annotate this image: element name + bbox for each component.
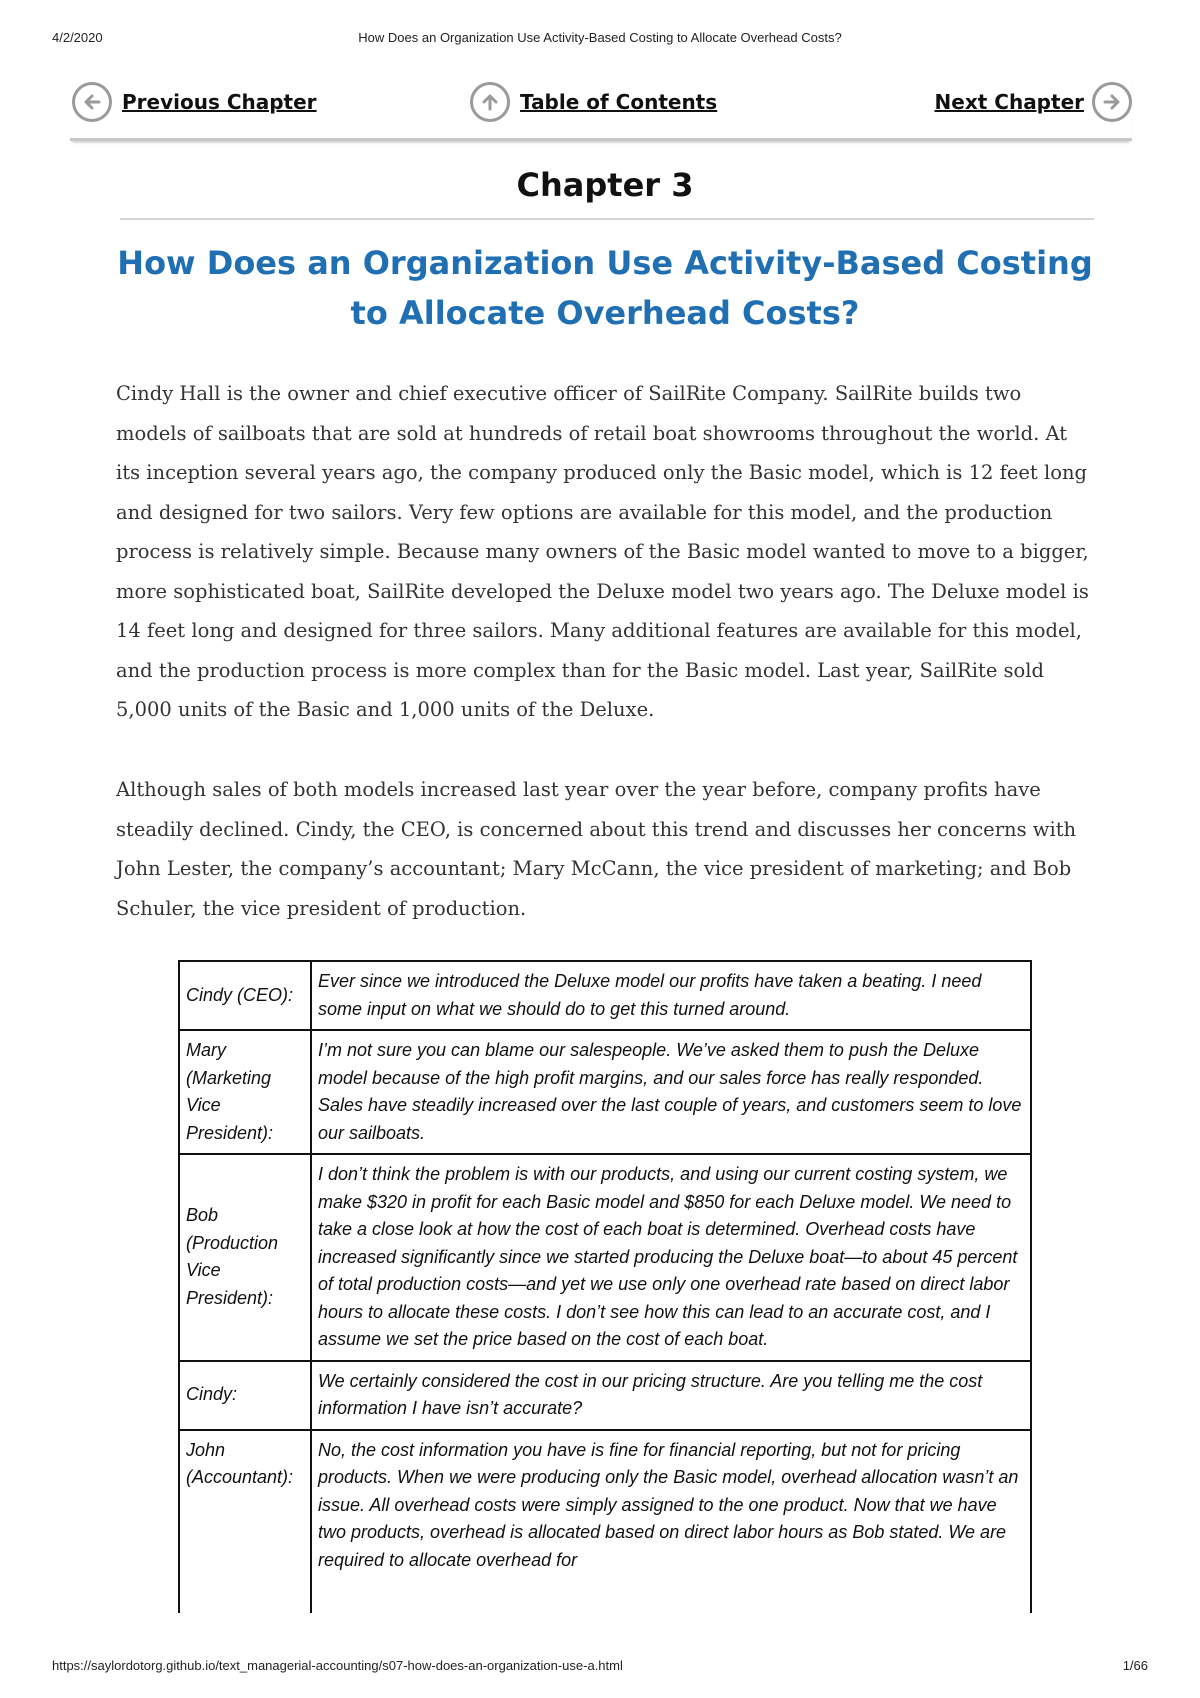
print-date: 4/2/2020 [52, 30, 103, 45]
dialogue-text-cell: We certainly considered the cost in our pricing structure. Are you telling me the cost information I have isn’t accurate? [311, 1361, 1031, 1430]
previous-chapter-link[interactable] [72, 82, 317, 122]
speaker-cell: Mary (Marketing Vice President): [179, 1030, 311, 1154]
table-row [179, 1361, 1031, 1430]
speaker-cell: Cindy: [179, 1361, 311, 1430]
arrow-left-icon[interactable] [72, 82, 112, 122]
table-row [179, 1430, 1031, 1613]
intro-paragraph: Cindy Hall is the owner and chief executive officer of SailRite Company. SailRite builds two models of sailboats that are sold at hundreds of retail boat showrooms throughout the world. At its inception several years ago, the company produced only the Basic model, which is 12 feet long and designed for two sailors. Very few options are available for this model, and the production process is relatively simple. Because many owners of the Basic model wanted to move to a bigger, more sophisticated boat, SailRite developed the Deluxe model two years ago. The Deluxe model is 14 feet long and designed for three sailors. Many additional features are available for this model, and the production process is more complex than for the Basic model. Last year, SailRite sold 5,000 units of the Basic and 1,000 units of the Deluxe. [116, 382, 1089, 721]
table-row [179, 1154, 1031, 1361]
context-paragraph: Although sales of both models increased last year over the year before, company profits have steadily declined. Cindy, the CEO, is concerned about this trend and discusses her concerns with John Lester, the company’s accountant; Mary McCann, the vice president of marketing; and Bob Schuler, the vice president of production. [116, 778, 1077, 920]
section-title: How Does an Organization Use Activity-Based Costing to Allocate Overhead Costs? [117, 244, 1093, 332]
speaker-cell: John (Accountant): [179, 1430, 311, 1613]
print-title: How Does an Organization Use Activity-Based Costing to Allocate Overhead Costs? [358, 30, 842, 45]
next-chapter-link[interactable] [935, 82, 1132, 122]
dialogue-table [178, 960, 1032, 1613]
dialogue-text-cell: No, the cost information you have is fine for financial reporting, but not for pricing products. When we were producing only the Basic model, overhead allocation wasn’t an issue. All overhead costs were simply assigned to the one product. Now that we have two products, overhead is allocated based on direct labor hours as Bob stated. We are required to allocate overhead for [311, 1430, 1031, 1613]
previous-chapter-label[interactable]: Previous Chapter [122, 90, 317, 114]
next-chapter-label[interactable]: Next Chapter [934, 90, 1084, 114]
dialogue-text-cell: I’m not sure you can blame our salespeople. We’ve asked them to push the Deluxe model because of the high profit margins, and our sales force has really responded. Sales have steadily increased over the last couple of years, and customers seem to love our sailboats. [311, 1030, 1031, 1154]
speaker-cell: Cindy (CEO): [179, 961, 311, 1030]
arrow-up-icon[interactable] [470, 82, 510, 122]
dialogue-text-cell: I don’t think the problem is with our products, and using our current costing system, we make $320 in profit for each Basic model and $850 for each Deluxe model. We need to take a close look at how the cost of each boat is determined. Overhead costs have increased significantly since we started producing the Deluxe boat—to about 45 percent of total production costs—and yet we use only one overhead rate based on direct labor hours to allocate these costs. I don’t see how this can lead to an accurate cost, and I assume we set the price based on the cost of each boat. [311, 1154, 1031, 1361]
table-row [179, 961, 1031, 1030]
arrow-right-icon[interactable] [1092, 82, 1132, 122]
chapter-divider [120, 218, 1094, 220]
dialogue-text-cell: Ever since we introduced the Deluxe model our profits have taken a beating. I need some input on what we should do to get this turned around. [311, 961, 1031, 1030]
page-number: 1/66 [1122, 1658, 1148, 1673]
table-of-contents-label[interactable]: Table of Contents [520, 90, 718, 114]
chapter-navigation [70, 76, 1132, 141]
table-row [179, 1030, 1031, 1154]
speaker-cell: Bob (Production Vice President): [179, 1154, 311, 1361]
print-header [0, 30, 1200, 50]
print-footer [0, 1658, 1200, 1678]
print-url: https://saylordotorg.github.io/text_managerial-accounting/s07-how-does-an-organization-use-a.html [52, 1658, 623, 1673]
chapter-label: Chapter 3 [516, 166, 694, 204]
table-of-contents-link[interactable] [470, 82, 717, 122]
